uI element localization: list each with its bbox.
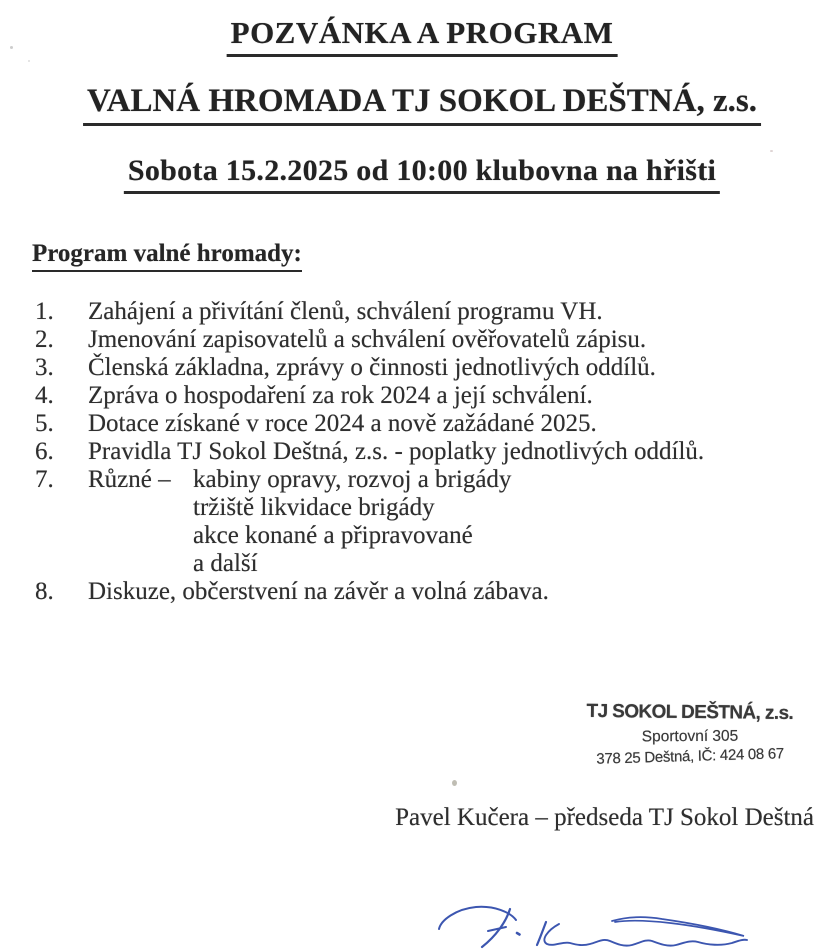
agenda-item-3	[35, 354, 805, 382]
agenda-item-7	[35, 466, 805, 578]
agenda-item-number: 6.	[35, 438, 54, 465]
agenda-item-number: 1.	[35, 298, 54, 325]
scan-noise-speck	[770, 150, 773, 152]
agenda-item-text: Zpráva o hospodaření za rok 2024 a její schválení.	[88, 382, 593, 409]
scan-noise-speck	[10, 46, 13, 49]
signature-stroke	[544, 924, 747, 946]
signature-stroke	[517, 933, 520, 935]
agenda-item-6	[35, 438, 805, 466]
agenda-item-4	[35, 382, 805, 410]
agenda-item-text: Zahájení a přivítání členů, schválení programu VH.	[88, 298, 603, 325]
agenda-item-label: Různé –	[88, 466, 171, 493]
agenda-item-number: 2.	[35, 326, 54, 353]
agenda-item-text: Dotace získané v roce 2024 a nově zažádané 2025.	[88, 410, 597, 437]
agenda-item-text: Členská základna, zprávy o činnosti jednotlivých oddílů.	[88, 354, 656, 381]
agenda-item-number: 4.	[35, 382, 54, 409]
scan-noise-speck	[28, 60, 30, 62]
meeting-title: VALNÁ HROMADA TJ SOKOL DEŠTNÁ, z.s.	[83, 83, 761, 126]
agenda-item-number: 5.	[35, 410, 54, 437]
agenda-subitem: akce konané a připravované	[193, 522, 473, 549]
agenda-item-8	[35, 578, 805, 606]
handwritten-signature-ink	[426, 894, 756, 952]
agenda-item-5	[35, 410, 805, 438]
agenda-section-heading: Program valné hromady:	[32, 240, 302, 272]
agenda-item-1	[35, 298, 805, 326]
agenda-item-text: Pravidla TJ Sokol Deštná, z.s. - poplatky jednotlivých oddílů.	[88, 438, 705, 465]
stamp-org-name: TJ SOKOL DEŠTNÁ, z.s.	[586, 700, 794, 725]
agenda-subitem: kabiny opravy, rozvoj a brigády	[193, 466, 512, 493]
meeting-date-place: Sobota 15.2.2025 od 10:00 klubovna na hřišti	[124, 154, 720, 194]
agenda-subitem: tržiště likvidace brigády	[193, 494, 435, 521]
agenda-item-text: Diskuze, občerstvení na závěr a volná zábava.	[88, 578, 549, 605]
agenda-item-number: 7.	[35, 466, 54, 493]
agenda-item-2	[35, 326, 805, 354]
stamp-street: Sportovní 305	[641, 727, 739, 746]
signatory-name-line: Pavel Kučera – předseda TJ Sokol Deštná	[395, 804, 814, 831]
agenda-item-sublines	[193, 466, 805, 578]
agenda-subitem: a další	[193, 550, 258, 577]
agenda-list	[35, 298, 805, 606]
document-title: POZVÁNKA A PROGRAM	[227, 15, 618, 57]
agenda-item-text: Jmenování zapisovatelů a schválení ověřovatelů zápisu.	[88, 326, 647, 353]
agenda-item-number: 8.	[35, 578, 54, 605]
signature-stroke	[439, 907, 516, 929]
scan-noise-speck	[452, 780, 457, 786]
org-stamp	[578, 701, 802, 766]
stamp-city-ico: 378 25 Deštná, IČ: 424 08 67	[596, 745, 785, 768]
agenda-item-number: 3.	[35, 354, 54, 381]
signature-stroke	[488, 927, 506, 931]
signature-stroke	[612, 917, 744, 936]
